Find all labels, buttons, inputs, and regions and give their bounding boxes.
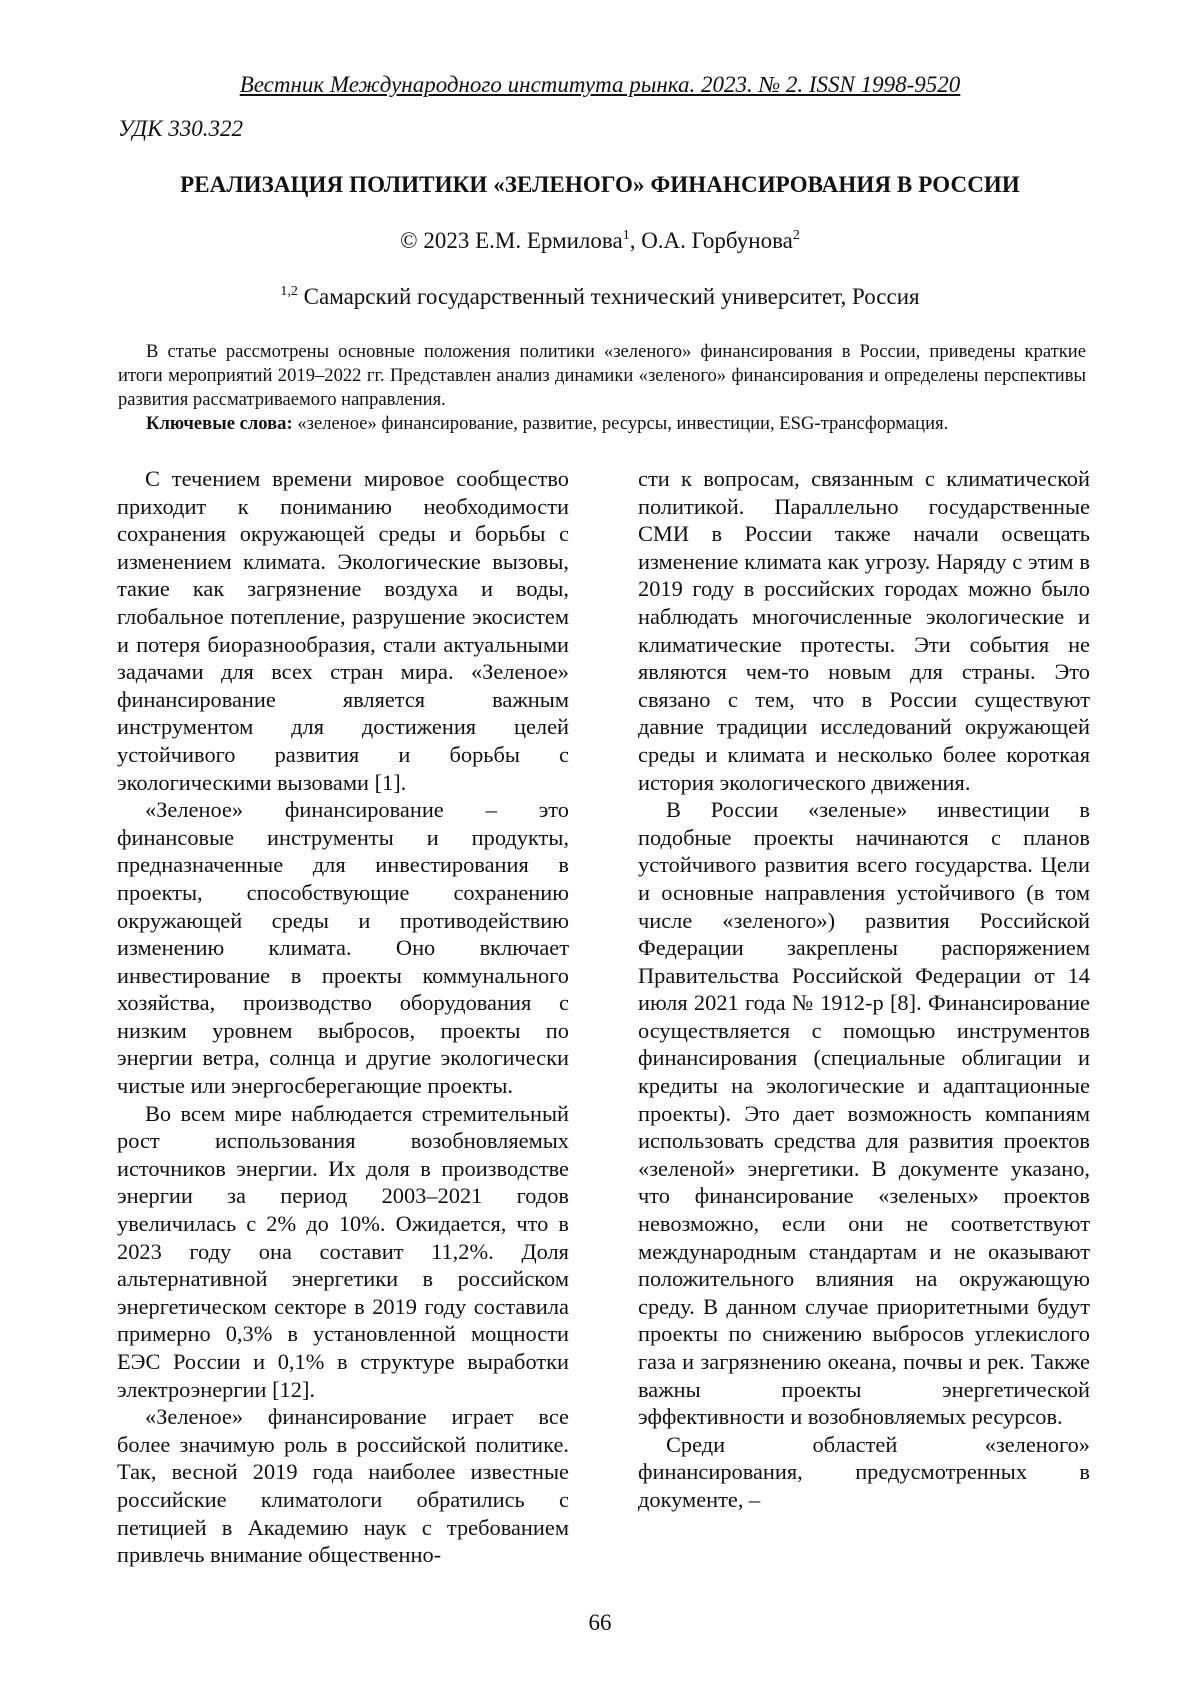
paragraph: Среди областей «зеленого» финансирования, предусмотренных в документе, – bbox=[638, 1431, 1090, 1512]
abstract-text: В статье рассмотрены основные положения политики «зеленого» финансирования в России, приведены краткие итоги мероприятий 2019–2022 гг. Представлен анализ динамики «зеленого» финансирования и определены перспективы развития рассматриваемого направления. bbox=[118, 341, 1086, 410]
abstract bbox=[118, 340, 1086, 436]
authors-line bbox=[0, 228, 1200, 254]
paragraph: Во всем мире наблюдается стремительный рост использования возобновляемых источников энергии. Их доля в производстве энергии за период 2003–2021 годов увеличилась с 2% до 10%. Ожидается, что в 2023 году она составит 11,2%. Доля альтернативной энергетики в российском энергетическом секторе в 2019 году составила примерно 0,3% в установленной мощности ЕЭС России и 0,1% в структуре выработки электроэнергии [12]. bbox=[117, 1100, 569, 1402]
page-number: 66 bbox=[588, 1610, 612, 1635]
affiliation-line bbox=[0, 284, 1200, 310]
journal-header: Вестник Международного института рынка. 2023. № 2. ISSN 1998-9520 bbox=[239, 72, 961, 97]
paragraph: В России «зеленые» инвестиции в подобные проекты начинаются с планов устойчивого развития всего государства. Цели и основные направления устойчивого (в том числе «зеленого») развития Российской Федерации закреплены распоряжением Правительства Российской Федерации от 14 июля 2021 года № 1912-р [8]. Финансирование осуществляется с помощью инструментов финансирования (специальные облигации и кредиты на экологические и адаптационные проекты). Это дает возможность компаниям использовать средства для развития проектов «зеленой» энергетики. В документе указано, что финансирование «зеленых» проектов невозможно, если они не соответствуют международным стандартам и не оказывают положительного влияния на окружающую среду. В данном случае приоритетными будут проекты по снижению выбросов углекислого газа и загрязнению океана, почвы и рек. Также важны проекты энергетической эффективности и возобновляемых ресурсов. bbox=[638, 797, 1090, 1430]
paragraph: «Зеленое» финансирование играет все более значимую роль в российской политике. Так, весной 2019 года наиболее известные российские климатологи обратились с петицией в Академию наук с требованием привлечь внимание общественно- bbox=[117, 1404, 569, 1568]
author-2-affiliation-mark: 2 bbox=[792, 228, 800, 243]
author-2: , О.А. Горбунова bbox=[629, 228, 793, 253]
author-1-affiliation-mark: 1 bbox=[622, 228, 630, 243]
keywords-label: Ключевые слова: bbox=[146, 413, 293, 434]
affiliation-text: Самарский государственный технический университет, Россия bbox=[297, 284, 920, 309]
keywords-text: «зеленое» финансирование, развитие, ресурсы, инвестиции, ESG-трансформация. bbox=[292, 413, 949, 434]
author-1: © 2023 Е.М. Ермилова bbox=[400, 228, 623, 253]
paragraph: «Зеленое» финансирование – это финансовые инструменты и продукты, предназначенные для инвестирования в проекты, способствующие сохранению окружающей среды и противодействию изменению климата. Оно включает инвестирование в проекты коммунального хозяйства, производство оборудования с низким уровнем выбросов, проекты по энергии ветра, солнца и другие экологически чистые или энергосберегающие проекты. bbox=[117, 797, 569, 1099]
body-column-right bbox=[638, 465, 1090, 1514]
article-title: РЕАЛИЗАЦИЯ ПОЛИТИКИ «ЗЕЛЕНОГО» ФИНАНСИРОВАНИЯ В РОССИИ bbox=[180, 172, 1020, 197]
paragraph: С течением времени мировое сообщество приходит к пониманию необходимости сохранения окружающей среды и борьбы с изменением климата. Экологические вызовы, такие как загрязнение воздуха и воды, глобальное потепление, разрушение экосистем и потеря биоразнообразия, стали актуальными задачами для всех стран мира. «Зеленое» финансирование является важным инструментом для достижения целей устойчивого развития и борьбы с экологическими вызовами [1]. bbox=[117, 466, 569, 795]
paragraph-continued: сти к вопросам, связанным с климатической политикой. Параллельно государственные СМИ в России также начали освещать изменение климата как угрозу. Наряду с этим в 2019 году в российских городах можно было наблюдать многочисленные экологические и климатические протесты. Эти события не являются чем-то новым для страны. Это связано с тем, что в России существуют давние традиции исследований окружающей среды и климата и несколько более короткая история экологического движения. bbox=[638, 466, 1090, 795]
keywords-line bbox=[118, 412, 1086, 436]
udk-code: УДК 330.322 bbox=[118, 116, 243, 141]
affiliation-mark: 1,2 bbox=[280, 284, 298, 299]
body-column-left bbox=[117, 465, 569, 1569]
